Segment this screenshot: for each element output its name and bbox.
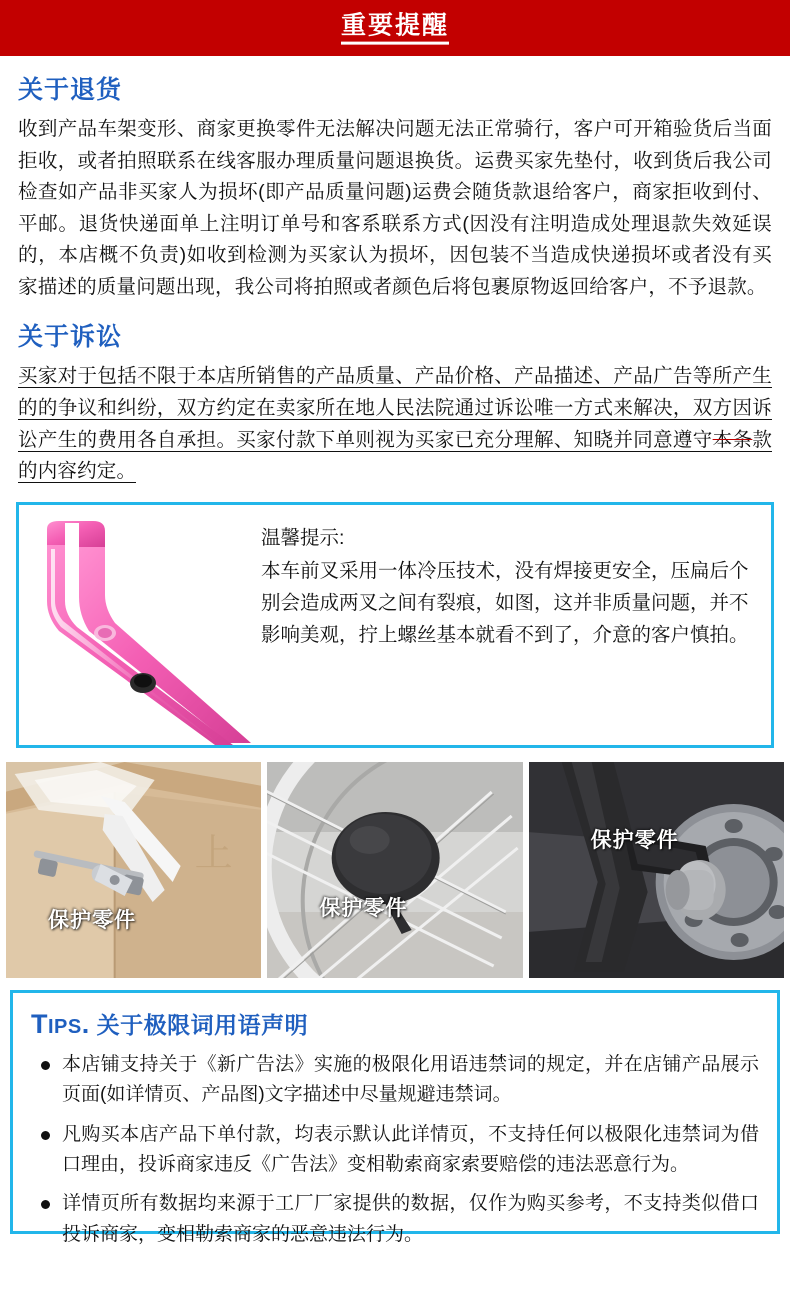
tips-title-dot: . [81,1008,90,1039]
list-item [31,1189,759,1250]
photo-2-label: 保护零件 [319,896,408,920]
returns-heading: 关于退货 [18,76,123,104]
photo-1-image [6,762,261,978]
litigation-paragraph-strike: 本条 [712,428,753,451]
litigation-paragraph-tail-2: 款的内容约定。 [18,428,773,483]
returns-section [0,70,790,303]
returns-paragraph: 收到产品车架变形、商家更换零件无法解决问题无法正常骑行，客户可开箱验货后当面拒收，或者拍照联系在线客服办理质量问题退换货。运费买家先垫付，收到货后我公司检查如产品非买家人为损坏(即产品质量问题)运费会随货款退给客户，商家拒收到付、平邮。退货快递面单上注明订单号和客系联系方式(因没有注明造成处理退款失效延误的，本店概不负责)如收到检测为买家认为损坏，因包装不当造成快递损坏或者没有买家描述的质量问题出现，我公司将拍照或者颜色后将包裹原物返回给客户，不予退款。 [18,118,772,298]
important-notice-banner [0,0,790,56]
tips-title-text: 关于极限词用语声明 [96,1011,309,1038]
photo-3-label: 保护零件 [590,828,679,852]
photo-2-spokes [267,762,522,978]
svg-text:上: 上 [194,832,233,875]
tips-bullet-list [31,1050,759,1250]
banner-title: 重要提醒 [341,12,449,45]
photo-1-packaging [6,762,261,978]
list-item-text: 详情页所有数据均来源于工厂厂家提供的数据，仅作为购买参考，不支持类似借口投诉商家，变相勒索商家的恶意违法行为。 [62,1193,759,1245]
bullet-dot-icon [41,1061,50,1070]
list-item [31,1120,759,1181]
litigation-paragraph-tail-1: 意遵守 [653,428,713,451]
photo-1-label: 保护零件 [48,908,136,932]
extreme-words-statement-box [10,990,780,1245]
litigation-section [0,317,790,487]
litigation-heading: 关于诉讼 [18,323,123,352]
warm-tip-title: 温馨提示: [261,526,345,549]
photo-3-hub [529,762,784,978]
tips-title-caps: IPS [48,1015,82,1038]
photo-strip [6,762,784,978]
fork-photo [19,505,255,745]
list-item-text: 本店铺支持关于《新广告法》实施的极限化用语违禁词的规定，并在店铺产品展示页面(如详情页、产品图)文字描述中尽量规避违禁词。 [62,1053,759,1106]
list-item-text: 凡购买本店产品下单付款，均表示默认此详情页，不支持任何以极限化违禁词为借口理由，投诉商家违反《广告法》变相勒索商家索要赔偿的违法恶意行为。 [62,1123,759,1175]
warm-tip-text-wrap [255,505,771,745]
bullet-dot-icon [41,1200,50,1209]
pink-fork-illustration [19,505,255,745]
photo-2-image [267,762,522,978]
tips-title-prefix: T [31,1008,48,1039]
warm-tip-box [16,502,774,748]
tips-title [31,1007,759,1040]
list-item [31,1050,759,1111]
litigation-paragraph [18,361,772,487]
photo-3-image [529,762,784,978]
litigation-paragraph-main: 买家对于包括不限于本店所销售的产品质量、产品价格、产品描述、产品广告等所产生的的争议和纠纷，双方约定在卖家所在地人民法院通过诉讼唯一方式来解决，双方因诉讼产生的费用各自承担。买家付款下单则视为买家已充分理解、知晓并同 [18,365,772,451]
bullet-dot-icon [41,1131,50,1140]
warm-tip-body: 本车前叉采用一体冷压技术，没有焊接更安全，压扁后个别会造成两叉之间有裂痕，如图，这并非质量问题，并不影响美观，拧上螺丝基本就看不到了，介意的客户慎拍。 [261,560,749,646]
